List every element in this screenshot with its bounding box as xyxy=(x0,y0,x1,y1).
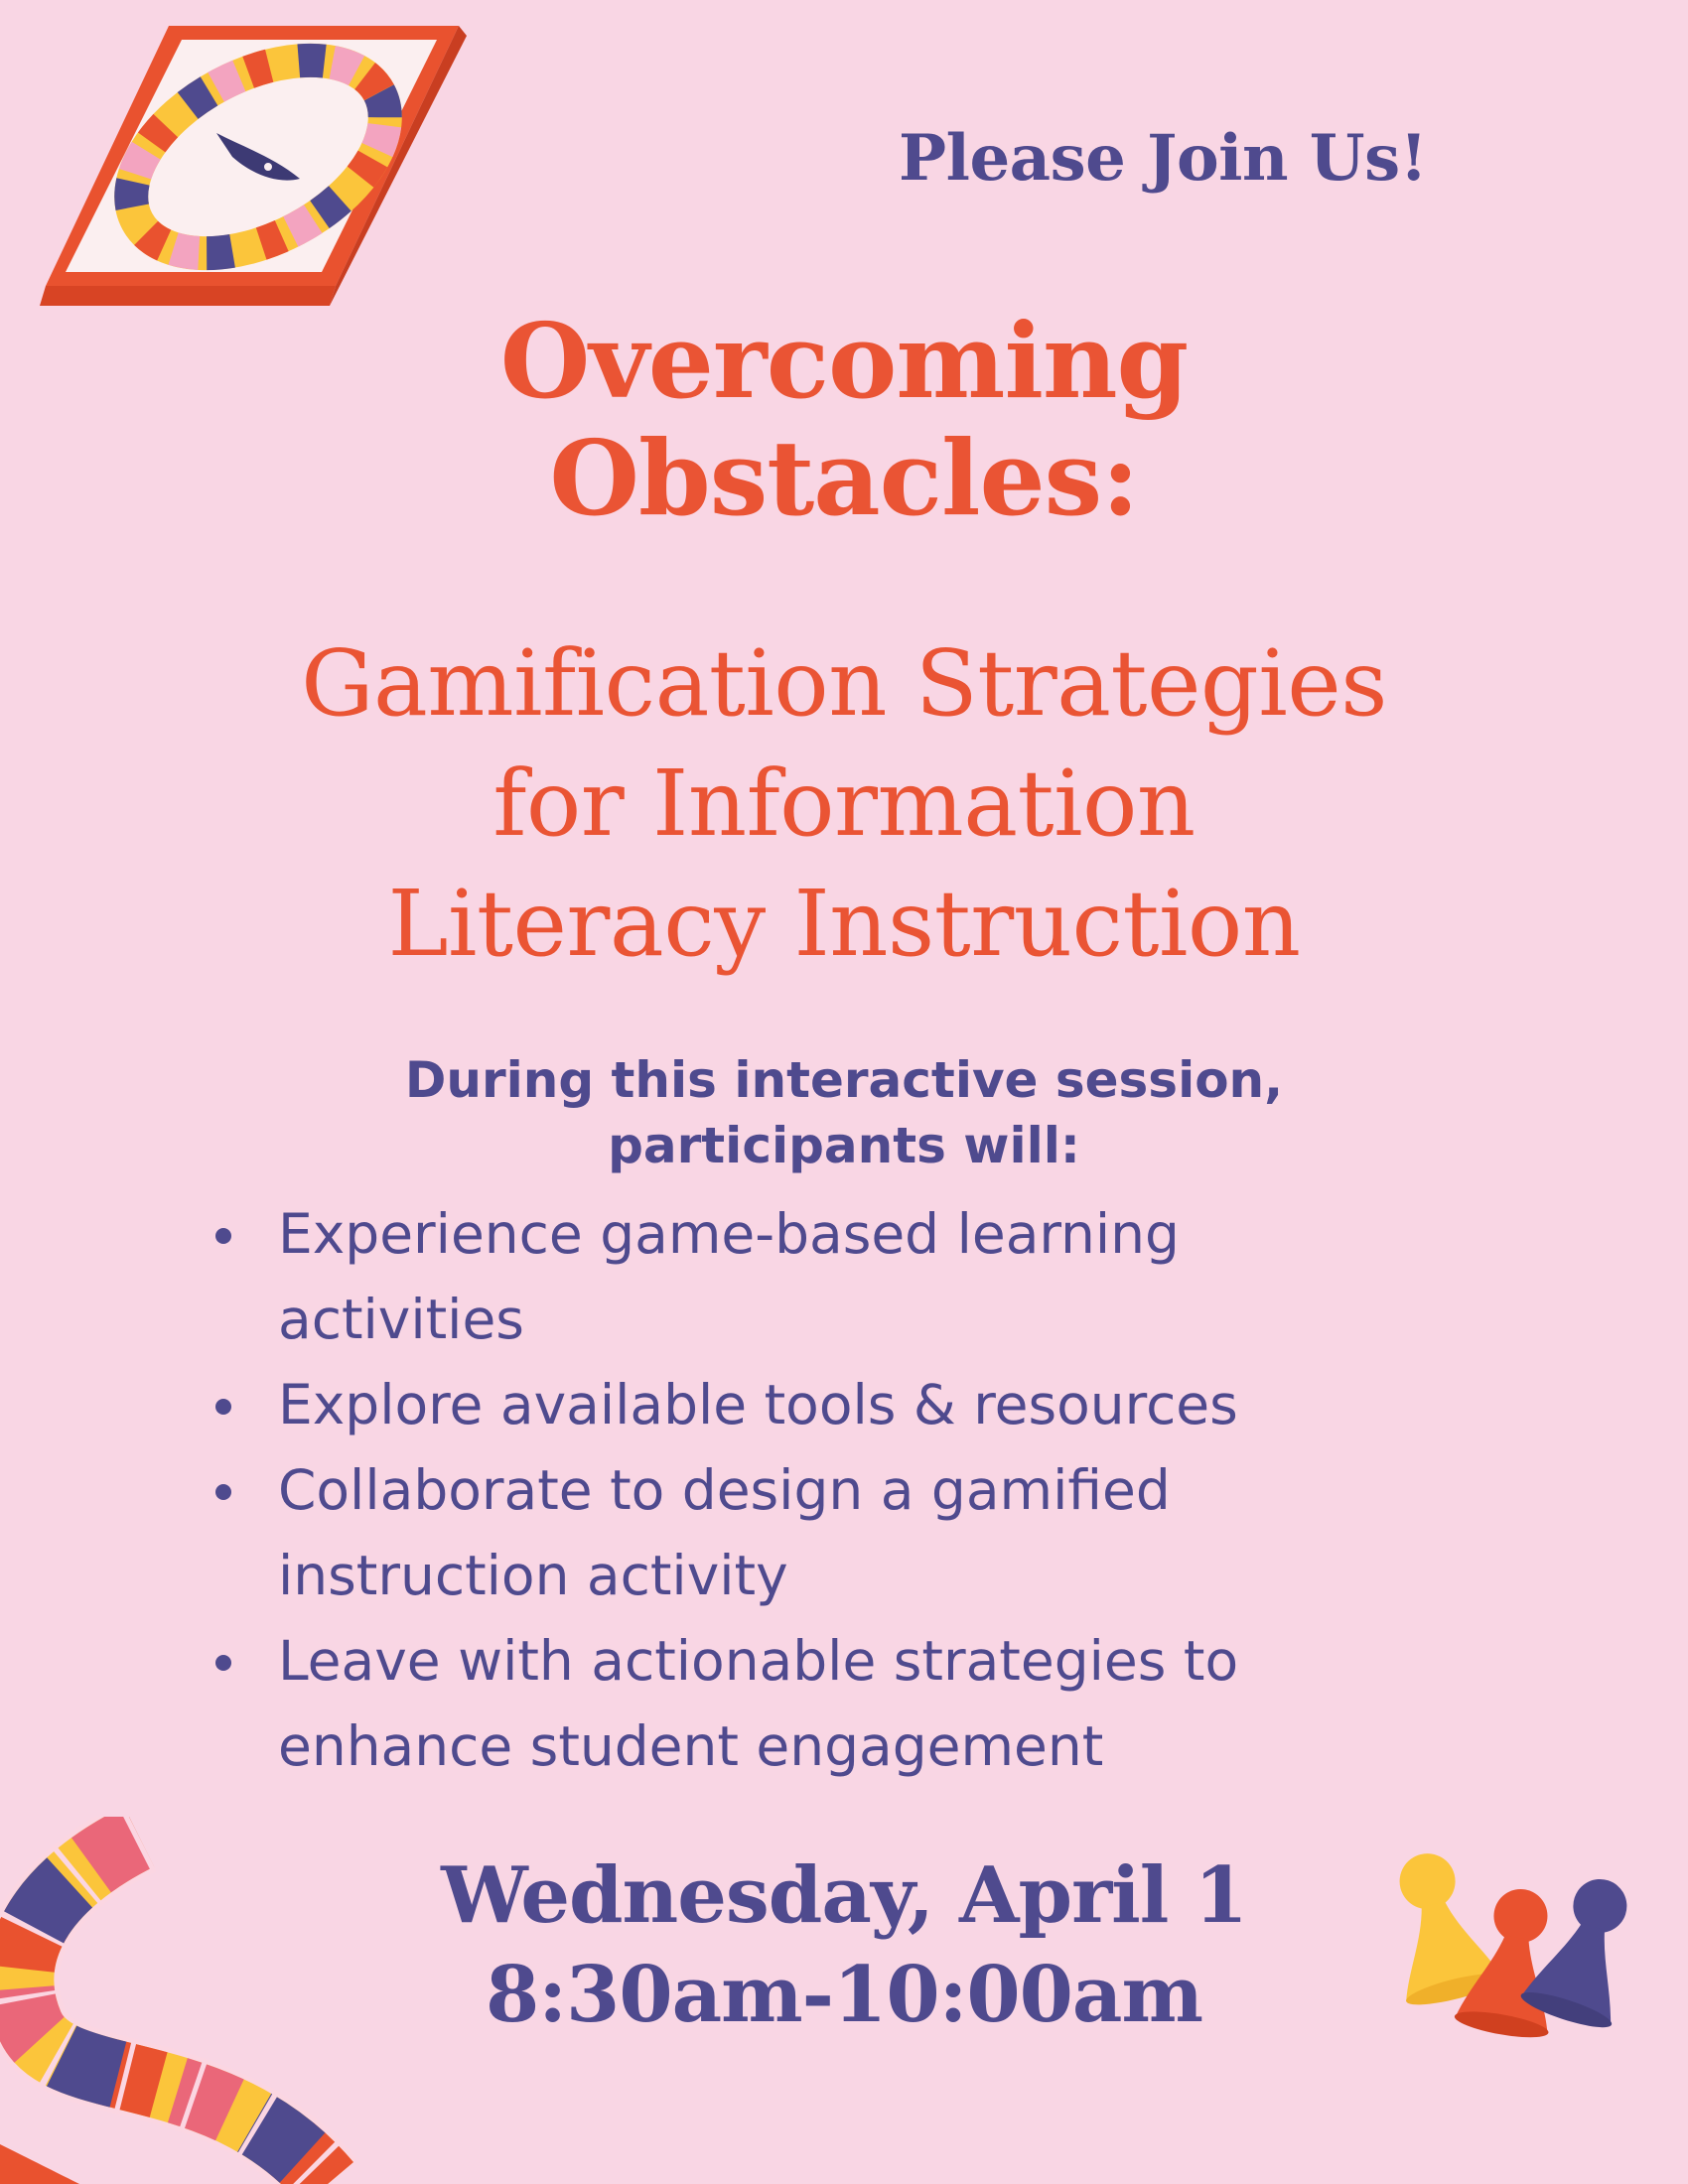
event-title xyxy=(0,300,1688,539)
list-item-line: Leave with actionable strategies to xyxy=(278,1629,1239,1693)
event-datetime xyxy=(0,1846,1688,2045)
event-title-line: Obstacles: xyxy=(549,417,1139,539)
list-item xyxy=(213,1447,1465,1618)
event-time: 8:30am-10:00am xyxy=(485,1950,1202,2040)
bullet-dot-icon xyxy=(215,1655,231,1671)
list-item xyxy=(213,1191,1465,1362)
list-item-line: activities xyxy=(278,1288,524,1351)
event-date: Wednesday, April 1 xyxy=(441,1850,1247,1941)
bullet-dot-icon xyxy=(215,1228,231,1244)
bullet-dot-icon xyxy=(215,1484,231,1500)
list-item xyxy=(213,1362,1465,1447)
session-intro xyxy=(0,1047,1688,1178)
event-subtitle xyxy=(0,623,1688,984)
list-item-line: Experience game-based learning xyxy=(278,1202,1180,1266)
session-intro-line: participants will: xyxy=(608,1117,1080,1174)
session-intro-line: During this interactive session, xyxy=(404,1051,1284,1109)
list-item-line: enhance student engagement xyxy=(278,1714,1104,1778)
list-item xyxy=(213,1618,1465,1789)
event-subtitle-line: Literacy Instruction xyxy=(387,871,1301,977)
list-item-line: Collaborate to design a gamified xyxy=(278,1458,1171,1522)
event-title-line: Overcoming xyxy=(499,300,1189,422)
outcomes-list xyxy=(213,1191,1465,1789)
list-item-line: instruction activity xyxy=(278,1544,788,1607)
event-subtitle-line: Gamification Strategies xyxy=(301,630,1387,737)
event-subtitle-line: for Information xyxy=(492,751,1196,857)
please-join-heading: Please Join Us! xyxy=(899,121,1428,196)
list-item-line: Explore available tools & resources xyxy=(278,1373,1238,1436)
bullet-dot-icon xyxy=(215,1399,231,1415)
game-board-spinner-icon xyxy=(20,18,477,316)
